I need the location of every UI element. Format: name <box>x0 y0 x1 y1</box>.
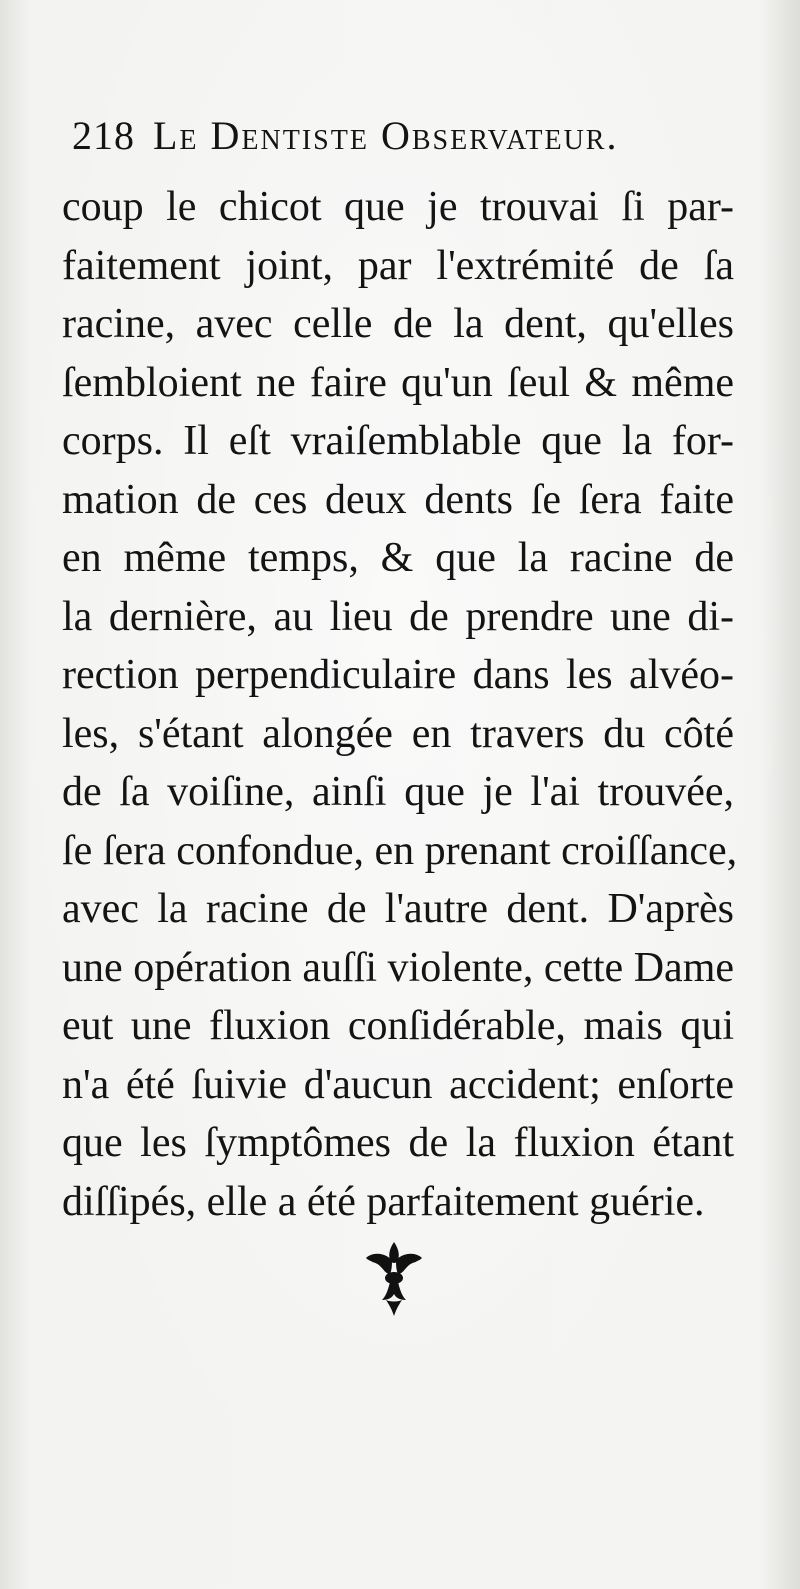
text-line: une opération auſſi violente, cette Dame <box>62 944 734 991</box>
text-line: de ſa voiſine, ainſi que je l'ai trouvée, <box>62 769 734 815</box>
text-line: diſſipés, elle a été parfaitement guérie. <box>62 1178 705 1225</box>
text-line: ſe ſera confondue, en prenant croiſſance, <box>62 827 738 874</box>
text-line: faitement joint, par l'extrémité de ſa <box>62 242 734 289</box>
text-line: avec la racine de l'autre dent. D'après <box>62 886 734 932</box>
page-number: 218 <box>72 113 135 158</box>
text-line: la dernière, au lieu de prendre une di- <box>62 593 734 640</box>
text-line: eut une fluxion conſidérable, mais qui <box>62 1003 734 1049</box>
text-line: n'a été ſuivie d'aucun accident; enſorte <box>62 1061 734 1108</box>
text-line: rection perpendiculaire dans les alvéo- <box>62 652 734 698</box>
text-line: en même temps, & que la racine de <box>62 535 734 581</box>
body-text <box>62 178 738 1231</box>
fleuron-icon <box>362 1238 426 1318</box>
text-line: mation de ces deux dents ſe ſera faite <box>62 476 734 523</box>
text-line: racine, avec celle de la dent, qu'elles <box>62 301 734 347</box>
text-line: coup le chicot que je trouvai ſi par- <box>62 184 734 230</box>
text-line: que les ſymptômes de la fluxion étant <box>62 1120 734 1166</box>
text-line: ſembloient ne faire qu'un ſeul & même <box>62 359 734 406</box>
text-line: les, s'étant alongée en travers du côté <box>62 710 734 757</box>
running-title: Le Dentiste Observateur. <box>153 113 619 158</box>
text-line: corps. Il eſt vraiſemblable que la for- <box>62 418 734 464</box>
page-header <box>72 112 732 172</box>
